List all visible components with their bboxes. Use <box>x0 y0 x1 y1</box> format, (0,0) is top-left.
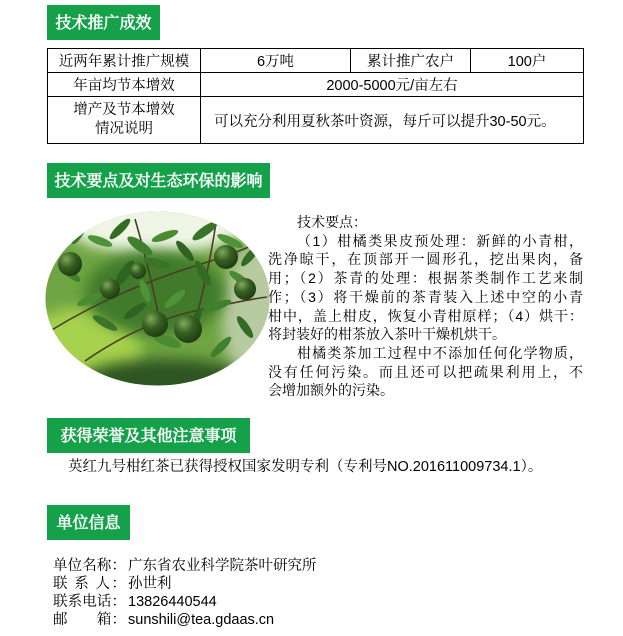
text-line: 洗净晾干，在顶部开一圆形孔，挖出果肉，备 <box>268 251 583 268</box>
photo-content <box>45 211 270 386</box>
text-line: 会增加额外的污染。 <box>268 382 394 399</box>
table-row <box>48 97 584 144</box>
cell-scale-value: 6万吨 <box>201 49 351 73</box>
text-line: 柑橘类茶加工过程中不添加任何化学物质， <box>297 344 583 361</box>
section-header-technical-points: 技术要点及对生态环保的影响 <box>47 163 270 198</box>
cell-benefit-label: 年亩均节本增效 <box>48 73 201 97</box>
cell-benefit-value: 2000-5000元/亩左右 <box>201 73 584 97</box>
unit-name-value: 广东省农业科学院茶叶研究所 <box>128 558 317 574</box>
cell-description-label <box>48 97 201 144</box>
text-line: 没有任何污染。而且还可以把疏果利用上，不 <box>268 363 583 380</box>
text-line: 作；（3）将干燥前的茶青装入上述中空的小青 <box>268 288 583 305</box>
table-row <box>48 49 584 73</box>
unit-info <box>53 557 317 629</box>
text-line: 柑中，盖上柑皮，恢复小青柑原样；（4）烘干： <box>268 307 583 324</box>
contact-person-value: 孙世利 <box>128 576 172 592</box>
contact-person-label: 联 系 人： <box>53 576 126 592</box>
phone-label: 联系电话： <box>53 594 126 610</box>
unit-name-row <box>53 557 317 575</box>
phone-row <box>53 593 317 611</box>
section-header-honors: 获得荣誉及其他注意事项 <box>47 418 250 453</box>
cell-description-value: 可以充分利用夏秋茶叶资源，每斤可以提升30-50元。 <box>201 97 584 144</box>
table-body <box>48 49 584 144</box>
section-header-unit-info: 单位信息 <box>47 505 130 540</box>
promotion-results-table <box>47 48 584 144</box>
citrus-tree-photo <box>45 211 270 386</box>
honors-text: 英红九号柑红茶已获得授权国家发明专利（专利号NO.201611009734.1）。 <box>68 459 543 475</box>
technical-points-text <box>268 213 583 400</box>
email-label: 邮 箱： <box>53 612 126 628</box>
unit-name-label: 单位名称： <box>53 558 126 574</box>
email-row <box>53 611 317 629</box>
cell-scale-label: 近两年累计推广规模 <box>48 49 201 73</box>
cell-farmers-value: 100户 <box>471 49 584 73</box>
phone-value: 13826440544 <box>128 594 217 610</box>
email-value: sunshili@tea.gdaas.cn <box>128 612 275 628</box>
text-line: 将封装好的柑茶放入茶叶干燥机烘干。 <box>268 326 506 343</box>
text-line: （1）柑橘类果皮预处理：新鲜的小青柑， <box>297 232 583 249</box>
text-line: 用；（2）茶青的处理：根据茶类制作工艺来制 <box>268 270 583 287</box>
text-line: 技术要点： <box>297 214 367 230</box>
cell-farmers-label: 累计推广农户 <box>351 49 471 73</box>
section-header-promotion-results: 技术推广成效 <box>47 5 160 40</box>
cell-description-label-line: 增产及节本增效 <box>73 102 175 118</box>
table-row <box>48 73 584 97</box>
contact-person-row <box>53 575 317 593</box>
cell-description-label-line: 情况说明 <box>95 121 153 137</box>
